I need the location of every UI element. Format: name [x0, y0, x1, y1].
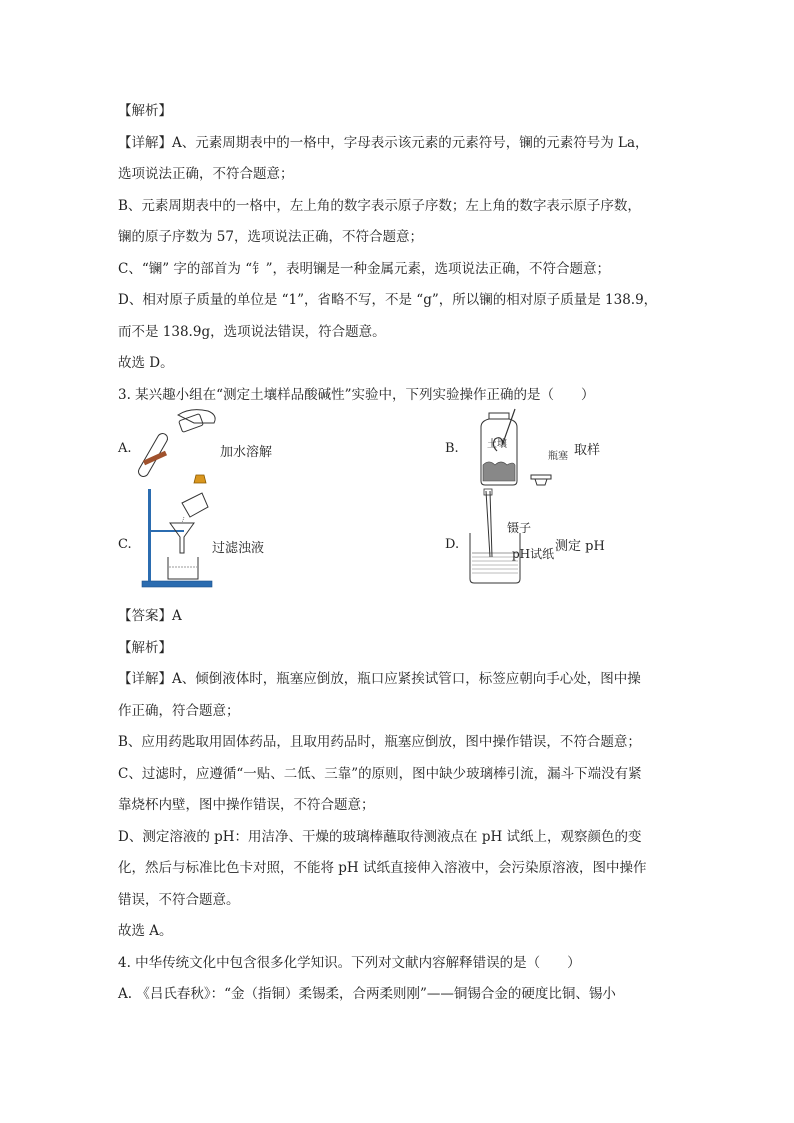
options-row-cd: [118, 495, 678, 591]
option-c-label: C.: [118, 537, 132, 552]
detail-line: D、相对原子质量的单位是 “1”，省略不写，不是 “g”，所以镧的相对原子质量是 138.9，: [118, 292, 658, 308]
detail-line: 而不是 138.9g，选项说法错误，符合题意。: [118, 323, 386, 340]
analysis-heading: 【解析】: [118, 103, 172, 119]
conclusion: 故选 A。: [118, 923, 173, 939]
option-d-label: D.: [445, 537, 460, 552]
document-page: [118, 100, 678, 1015]
option-a-caption: 加水溶解: [220, 445, 273, 460]
detail-line: C、“镧” 字的部首为 “钅”，表明镧是一种金属元素，选项说法正确，不符合题意；: [118, 260, 611, 277]
options-row-ab: [118, 415, 678, 481]
analysis-heading: 【解析】: [118, 639, 172, 656]
tweezers-label: 镊子: [507, 521, 532, 535]
option-d-caption: 测定 pH: [555, 539, 605, 554]
detail-line: 作正确，符合题意；: [118, 702, 240, 719]
detail-line: B、元素周期表中的一格中，左上角的数字表示原子序数；左上角的数字表示原子序数，: [118, 197, 641, 214]
conclusion: 故选 D。: [118, 355, 174, 371]
option-a-label: A.: [118, 441, 132, 456]
filtration-illustration: [140, 487, 220, 591]
option-c-caption: 过滤浊液: [212, 541, 265, 556]
detail-line: 【详解】A、元素周期表中的一格中，字母表示该元素的元素符号，镧的元素符号为 La，: [118, 134, 649, 151]
ph-paper-label: pH试纸: [512, 547, 555, 561]
detail-line: 化，然后与标准比色卡对照，不能将 pH 试纸直接伸入溶液中，会污染原溶液，图中操作: [118, 860, 647, 876]
answer: 【答案】A: [118, 608, 182, 624]
detail-line: 【详解】A、倾倒液体时，瓶塞应倒放，瓶口应紧挨试管口，标签应朝向手心处，图中操: [118, 671, 641, 687]
option-b-label: B.: [445, 441, 459, 456]
question-4-option-a: A. 《吕氏春秋》：“金（指铜）柔锡柔，合两柔则刚”——铜锡合金的硬度比铜、锡小: [118, 986, 616, 1002]
detail-line: 选项说法正确，不符合题意；: [118, 166, 294, 182]
option-b-caption: 取样: [574, 443, 601, 458]
detail-line: 错误，不符合题意。: [118, 891, 240, 908]
detail-line: 镧的原子序数为 57，选项说法正确，不符合题意；: [118, 229, 423, 245]
detail-line: B、应用药匙取用固体药品，且取用药品时，瓶塞应倒放，图中操作错误，不符合题意；: [118, 734, 641, 750]
question-4-stem: 4. 中华传统文化中包含很多化学知识。下列对文献内容解释错误的是（ ）: [118, 954, 581, 971]
question-3-stem: 3. 某兴趣小组在“测定土壤样品酸碱性”实验中，下列实验操作正确的是（ ）: [118, 386, 595, 403]
detail-line: D、测定溶液的 pH：用洁净、干燥的玻璃棒蘸取待测液点在 pH 试纸上，观察颜色的变: [118, 828, 642, 845]
soil-label: 土壤: [487, 439, 507, 450]
stopper-label: 瓶塞: [548, 451, 568, 462]
detail-line: 靠烧杯内壁，图中操作错误，不符合题意；: [118, 797, 375, 813]
detail-line: C、过滤时，应遵循“一贴、二低、三靠”的原则，图中缺少玻璃棒引流，漏斗下端没有紧: [118, 765, 642, 782]
ph-test-illustration: [466, 487, 526, 591]
